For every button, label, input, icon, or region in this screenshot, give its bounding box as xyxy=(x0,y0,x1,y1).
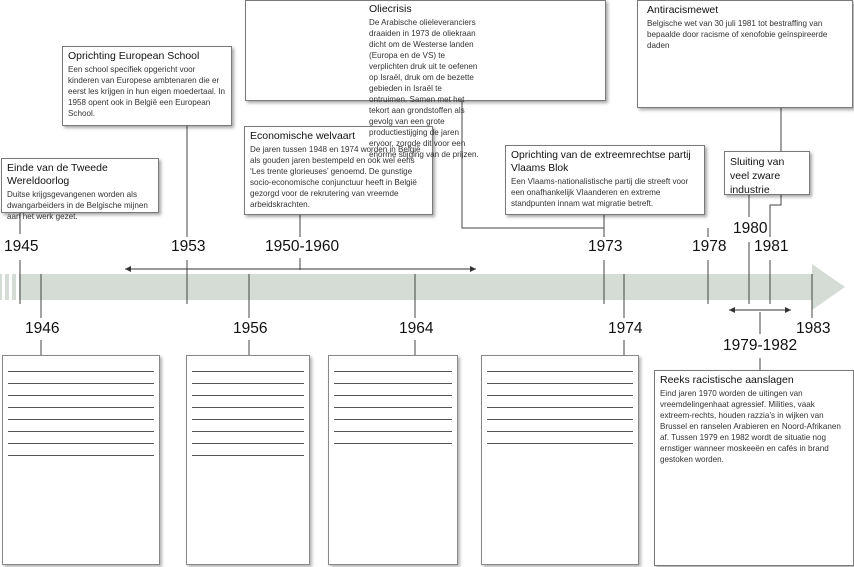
note-box-1974 xyxy=(481,355,639,565)
event-einde-oorlog-title: Einde van de Tweede Wereldoorlog xyxy=(7,162,108,187)
event-sluiting xyxy=(724,151,810,195)
note-box-1964 xyxy=(328,355,458,565)
year-1945: 1945 xyxy=(4,238,39,255)
band-stripe xyxy=(2,274,5,300)
note-line xyxy=(8,443,154,444)
event-aanslagen-title: Reeks racistische aanslagen xyxy=(660,374,794,386)
year-1983: 1983 xyxy=(796,320,831,337)
event-vlaams-blok xyxy=(505,145,705,215)
note-line xyxy=(192,407,304,408)
note-line xyxy=(8,383,154,384)
event-vlaams-blok-title: Oprichting van de extreemrechtse partij Vlaams Blok xyxy=(511,150,691,174)
note-box-1956 xyxy=(186,355,310,565)
year-1953: 1953 xyxy=(171,238,206,255)
note-line xyxy=(192,419,304,420)
event-european-school xyxy=(62,46,232,126)
event-antiracismewet-desc: Belgische wet van 30 juli 1981 tot bestraffing van bepaalde door racisme of xenofobie geïnspireerde daden xyxy=(647,19,828,50)
band-stripe xyxy=(16,274,19,300)
note-line xyxy=(192,395,304,396)
year-1973: 1973 xyxy=(588,238,623,255)
note-line xyxy=(334,431,452,432)
year-1946: 1946 xyxy=(25,320,60,337)
note-line xyxy=(334,407,452,408)
year-1964: 1964 xyxy=(399,320,434,337)
note-line xyxy=(487,431,633,432)
year-1950-1960: 1950-1960 xyxy=(265,238,340,255)
note-line xyxy=(8,455,154,456)
event-einde-oorlog xyxy=(1,158,159,221)
event-vlaams-blok-desc: Een Vlaams-nationalistische partij die streeft voor een onafhankelijk Vlaanderen en extreme standpunten innam wat migratie betreft. xyxy=(511,177,689,208)
note-line xyxy=(334,395,452,396)
note-line xyxy=(334,383,452,384)
note-line xyxy=(334,419,452,420)
year-1978: 1978 xyxy=(692,238,727,255)
note-line xyxy=(8,419,154,420)
event-aanslagen-desc: Eind jaren 1970 worden de uitingen van vreemdelingenhaat agressief. Milities, vaak extreem-rechts, houden razzia’s in wijken van Brussel en ranselen Arabieren en Noord-Afrikanen af. Tussen 1979 en 1982 wordt de situatie nog ernstiger wanneer moskeeën en cafés in brand gestoken worden. xyxy=(660,389,841,464)
event-antiracismewet xyxy=(637,0,853,108)
note-line xyxy=(8,371,154,372)
note-line xyxy=(192,383,304,384)
note-line xyxy=(192,443,304,444)
note-line xyxy=(334,443,452,444)
event-welvaart-title: Economische welvaart xyxy=(250,130,356,142)
note-line xyxy=(487,419,633,420)
note-line xyxy=(487,383,633,384)
note-line xyxy=(192,431,304,432)
note-line xyxy=(487,371,633,372)
event-european-school-desc: Een school specifiek opgericht voor kinderen van Europese ambtenaren die er eerst les krijgen in hun eigen moedertaal. In 1958 opent ook in België een European School. xyxy=(68,65,226,118)
year-1979-1982: 1979-1982 xyxy=(723,337,798,354)
event-european-school-title: Oprichting European School xyxy=(68,50,200,62)
note-line xyxy=(8,395,154,396)
event-oliecrisis-title: Oliecrisis xyxy=(369,3,412,15)
note-line xyxy=(487,443,633,444)
note-line xyxy=(192,371,304,372)
note-line xyxy=(8,431,154,432)
band-stripe xyxy=(9,274,12,300)
event-welvaart-desc: De jaren tussen 1948 en 1974 worden in België als gouden jaren bestempeld en ook wel eens ‘Les trente glorieuses’ genoemd. De gunstige socio-economische conjunctuur heeft in België gezorgd voor de rekrutering van vreemde arbeidskrachten. xyxy=(250,145,421,209)
note-box-1946 xyxy=(2,355,160,565)
year-1980: 1980 xyxy=(733,220,768,237)
timeline-band xyxy=(0,264,845,310)
note-line xyxy=(334,371,452,372)
event-aanslagen xyxy=(654,370,854,566)
event-antiracismewet-title: Antiracismewet xyxy=(647,4,719,16)
year-1981: 1981 xyxy=(754,238,789,255)
note-line xyxy=(8,407,154,408)
year-1974: 1974 xyxy=(608,320,643,337)
event-einde-oorlog-desc: Duitse krijgsgevangenen worden als dwangarbeiders in de Belgische mijnen aan het werk gezet. xyxy=(7,190,148,221)
year-1956: 1956 xyxy=(233,320,268,337)
note-line xyxy=(487,395,633,396)
note-line xyxy=(487,407,633,408)
event-sluiting-title: Sluiting van veel zware industrie xyxy=(730,156,785,196)
note-line xyxy=(192,455,304,456)
event-oliecrisis-desc: De Arabische olieleveranciers draaiden in 1973 de oliekraan dicht om de Westerse landen (Europa en de VS) te verplichten druk uit te oefenen op Israël, druk om de bezette gebieden in Israël te ontruimen. Samen met het tekort aan grondstoffen als gevolg van een grote productiestijging de jaren ervoor, zorgde dit voor een enorme stijging van de prijzen. xyxy=(369,18,479,159)
